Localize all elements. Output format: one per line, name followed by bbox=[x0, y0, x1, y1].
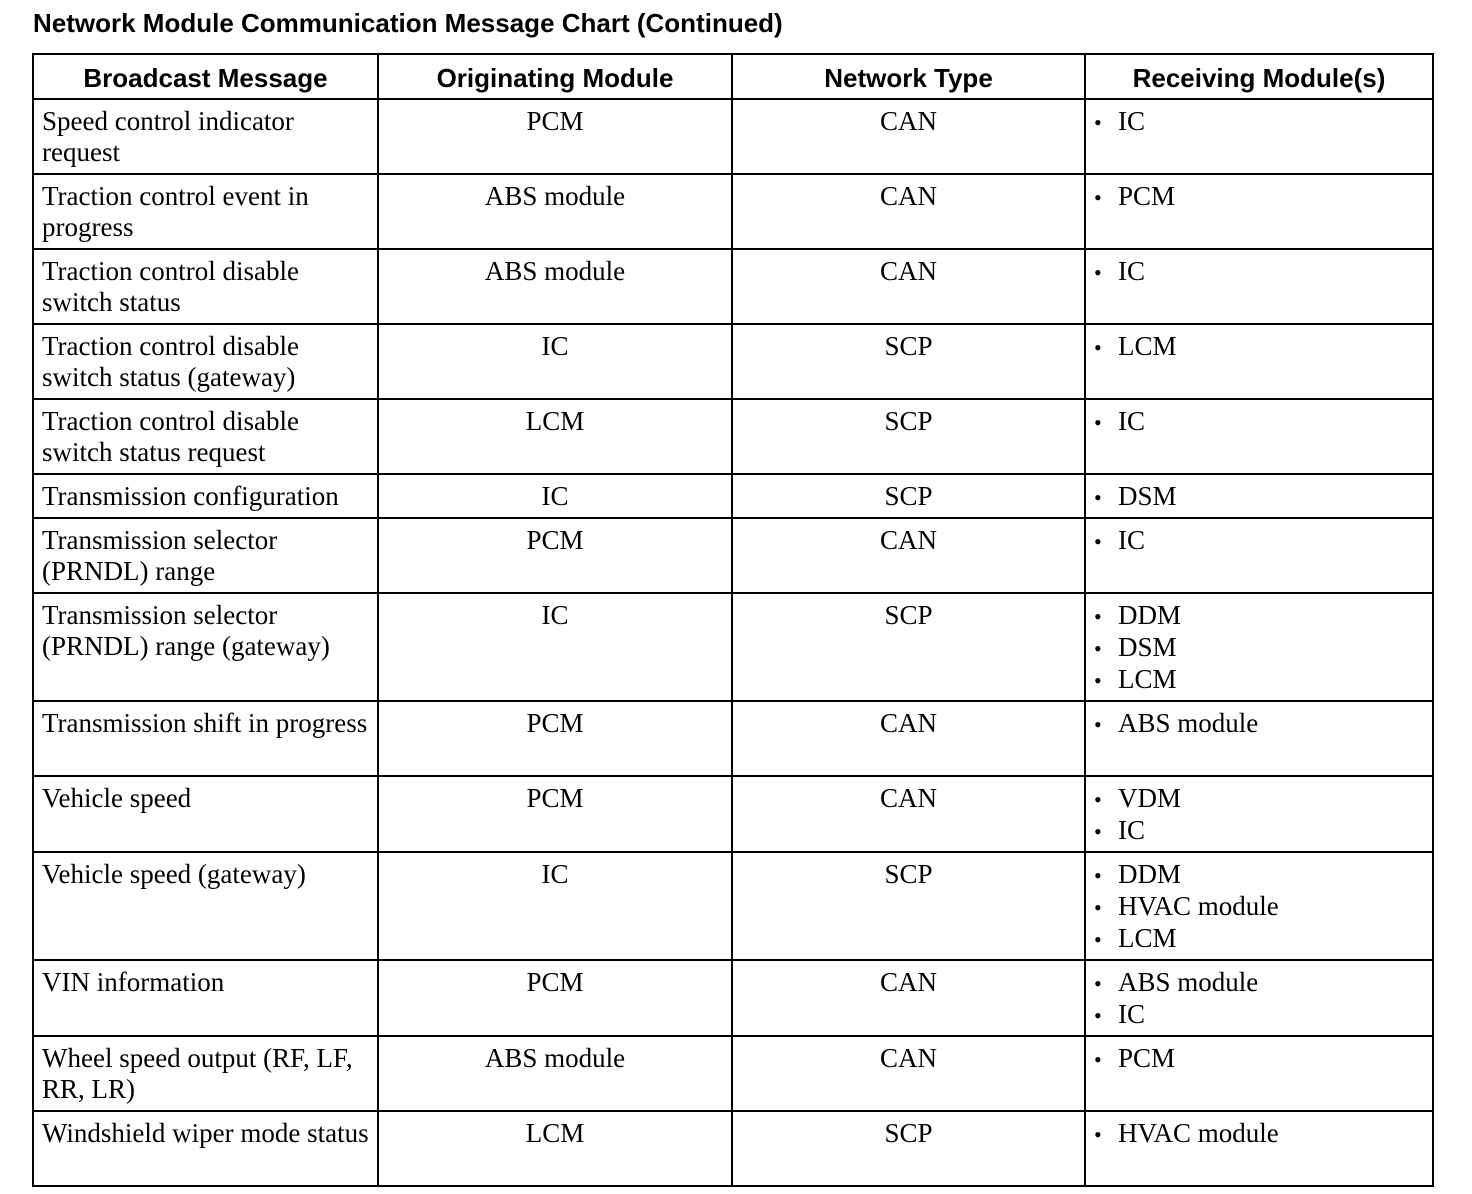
receiving-module-list bbox=[1094, 106, 1424, 138]
bullet-icon: • bbox=[1094, 787, 1102, 812]
receiving-module-label: IC bbox=[1118, 406, 1145, 436]
network-type-cell: CAN bbox=[732, 776, 1085, 852]
table-row bbox=[33, 1111, 1433, 1186]
receiving-module-item bbox=[1094, 783, 1424, 815]
receiving-module-label: DDM bbox=[1118, 859, 1182, 889]
bullet-icon: • bbox=[1094, 895, 1102, 920]
bullet-icon: • bbox=[1094, 1047, 1102, 1072]
network-type-cell: CAN bbox=[732, 99, 1085, 174]
receiving-module-list bbox=[1094, 256, 1424, 288]
receiving-modules-cell bbox=[1085, 776, 1433, 852]
network-type-cell: SCP bbox=[732, 1111, 1085, 1186]
network-type-cell: SCP bbox=[732, 399, 1085, 474]
originating-module-cell: IC bbox=[378, 852, 732, 960]
receiving-module-list bbox=[1094, 1043, 1424, 1075]
broadcast-message-cell: Vehicle speed (gateway) bbox=[33, 852, 378, 960]
receiving-modules-cell bbox=[1085, 852, 1433, 960]
receiving-module-list bbox=[1094, 481, 1424, 513]
table-row bbox=[33, 776, 1433, 852]
table-row bbox=[33, 593, 1433, 701]
bullet-icon: • bbox=[1094, 410, 1102, 435]
receiving-module-label: PCM bbox=[1118, 181, 1176, 211]
receiving-module-item bbox=[1094, 859, 1424, 891]
receiving-modules-cell bbox=[1085, 701, 1433, 776]
table-row bbox=[33, 701, 1433, 776]
header-broadcast-message: Broadcast Message bbox=[33, 54, 378, 99]
broadcast-message-cell: Traction control disable switch status bbox=[33, 249, 378, 324]
receiving-module-item bbox=[1094, 923, 1424, 955]
receiving-module-item bbox=[1094, 664, 1424, 696]
network-type-cell: CAN bbox=[732, 518, 1085, 593]
bullet-icon: • bbox=[1094, 485, 1102, 510]
receiving-module-label: VDM bbox=[1118, 783, 1182, 813]
receiving-module-item bbox=[1094, 600, 1424, 632]
receiving-module-label: DSM bbox=[1118, 632, 1177, 662]
broadcast-message-cell: Vehicle speed bbox=[33, 776, 378, 852]
broadcast-message-cell: Transmission configuration bbox=[33, 474, 378, 518]
originating-module-cell: PCM bbox=[378, 99, 732, 174]
table-row bbox=[33, 852, 1433, 960]
bullet-icon: • bbox=[1094, 1122, 1102, 1147]
originating-module-cell: LCM bbox=[378, 399, 732, 474]
receiving-module-list bbox=[1094, 1118, 1424, 1150]
receiving-modules-cell bbox=[1085, 1036, 1433, 1111]
receiving-module-label: IC bbox=[1118, 525, 1145, 555]
receiving-module-list bbox=[1094, 406, 1424, 438]
receiving-module-item bbox=[1094, 1043, 1424, 1075]
network-type-cell: SCP bbox=[732, 852, 1085, 960]
receiving-module-item bbox=[1094, 481, 1424, 513]
receiving-module-label: DDM bbox=[1118, 600, 1182, 630]
table-row bbox=[33, 174, 1433, 249]
receiving-module-label: IC bbox=[1118, 815, 1145, 845]
broadcast-message-cell: Traction control disable switch status request bbox=[33, 399, 378, 474]
receiving-modules-cell bbox=[1085, 474, 1433, 518]
broadcast-message-cell: Speed control indicator request bbox=[33, 99, 378, 174]
message-chart-table bbox=[32, 53, 1434, 1187]
header-receiving-modules: Receiving Module(s) bbox=[1085, 54, 1433, 99]
broadcast-message-cell: Wheel speed output (RF, LF, RR, LR) bbox=[33, 1036, 378, 1111]
bullet-icon: • bbox=[1094, 260, 1102, 285]
receiving-module-label: ABS module bbox=[1118, 967, 1259, 997]
bullet-icon: • bbox=[1094, 819, 1102, 844]
originating-module-cell: PCM bbox=[378, 701, 732, 776]
originating-module-cell: ABS module bbox=[378, 174, 732, 249]
broadcast-message-cell: Traction control event in progress bbox=[33, 174, 378, 249]
network-type-cell: CAN bbox=[732, 249, 1085, 324]
receiving-modules-cell bbox=[1085, 960, 1433, 1036]
bullet-icon: • bbox=[1094, 927, 1102, 952]
network-type-cell: CAN bbox=[732, 960, 1085, 1036]
table-row bbox=[33, 399, 1433, 474]
network-type-cell: SCP bbox=[732, 324, 1085, 399]
receiving-module-label: HVAC module bbox=[1118, 1118, 1279, 1148]
receiving-module-label: LCM bbox=[1118, 923, 1177, 953]
receiving-module-item bbox=[1094, 632, 1424, 664]
table-row bbox=[33, 960, 1433, 1036]
broadcast-message-cell: Traction control disable switch status (gateway) bbox=[33, 324, 378, 399]
receiving-module-list bbox=[1094, 967, 1424, 1031]
bullet-icon: • bbox=[1094, 636, 1102, 661]
bullet-icon: • bbox=[1094, 971, 1102, 996]
broadcast-message-cell: Windshield wiper mode status bbox=[33, 1111, 378, 1186]
receiving-module-label: IC bbox=[1118, 106, 1145, 136]
bullet-icon: • bbox=[1094, 1003, 1102, 1028]
receiving-module-label: HVAC module bbox=[1118, 891, 1279, 921]
receiving-module-item bbox=[1094, 181, 1424, 213]
receiving-module-item bbox=[1094, 331, 1424, 363]
network-type-cell: CAN bbox=[732, 1036, 1085, 1111]
receiving-module-item bbox=[1094, 815, 1424, 847]
receiving-modules-cell bbox=[1085, 99, 1433, 174]
bullet-icon: • bbox=[1094, 110, 1102, 135]
receiving-module-item bbox=[1094, 1118, 1424, 1150]
bullet-icon: • bbox=[1094, 185, 1102, 210]
receiving-module-label: IC bbox=[1118, 256, 1145, 286]
receiving-module-list bbox=[1094, 859, 1424, 955]
network-type-cell: SCP bbox=[732, 593, 1085, 701]
bullet-icon: • bbox=[1094, 712, 1102, 737]
originating-module-cell: LCM bbox=[378, 1111, 732, 1186]
receiving-module-item bbox=[1094, 106, 1424, 138]
network-type-cell: SCP bbox=[732, 474, 1085, 518]
table-row bbox=[33, 324, 1433, 399]
receiving-module-label: ABS module bbox=[1118, 708, 1259, 738]
table-row bbox=[33, 1036, 1433, 1111]
bullet-icon: • bbox=[1094, 529, 1102, 554]
broadcast-message-cell: Transmission selector (PRNDL) range bbox=[33, 518, 378, 593]
receiving-modules-cell bbox=[1085, 399, 1433, 474]
originating-module-cell: IC bbox=[378, 324, 732, 399]
receiving-modules-cell bbox=[1085, 174, 1433, 249]
receiving-module-item bbox=[1094, 708, 1424, 740]
header-network-type: Network Type bbox=[732, 54, 1085, 99]
receiving-module-item bbox=[1094, 999, 1424, 1031]
originating-module-cell: IC bbox=[378, 593, 732, 701]
table-body bbox=[33, 99, 1433, 1186]
page-title: Network Module Communication Message Chart (Continued) bbox=[33, 8, 783, 38]
table-header-row bbox=[33, 54, 1433, 99]
receiving-module-item bbox=[1094, 967, 1424, 999]
receiving-modules-cell bbox=[1085, 518, 1433, 593]
header-originating-module: Originating Module bbox=[378, 54, 732, 99]
receiving-module-item bbox=[1094, 256, 1424, 288]
receiving-module-label: IC bbox=[1118, 999, 1145, 1029]
receiving-module-label: LCM bbox=[1118, 664, 1177, 694]
table-row bbox=[33, 518, 1433, 593]
bullet-icon: • bbox=[1094, 604, 1102, 629]
receiving-modules-cell bbox=[1085, 324, 1433, 399]
originating-module-cell: PCM bbox=[378, 960, 732, 1036]
receiving-module-label: PCM bbox=[1118, 1043, 1176, 1073]
originating-module-cell: ABS module bbox=[378, 1036, 732, 1111]
originating-module-cell: PCM bbox=[378, 518, 732, 593]
receiving-module-list bbox=[1094, 181, 1424, 213]
receiving-module-item bbox=[1094, 525, 1424, 557]
bullet-icon: • bbox=[1094, 668, 1102, 693]
network-type-cell: CAN bbox=[732, 174, 1085, 249]
bullet-icon: • bbox=[1094, 863, 1102, 888]
network-type-cell: CAN bbox=[732, 701, 1085, 776]
receiving-module-label: LCM bbox=[1118, 331, 1177, 361]
receiving-modules-cell bbox=[1085, 1111, 1433, 1186]
receiving-module-list bbox=[1094, 525, 1424, 557]
originating-module-cell: PCM bbox=[378, 776, 732, 852]
broadcast-message-cell: Transmission selector (PRNDL) range (gateway) bbox=[33, 593, 378, 701]
receiving-module-list bbox=[1094, 708, 1424, 740]
table-row bbox=[33, 249, 1433, 324]
receiving-module-label: DSM bbox=[1118, 481, 1177, 511]
table-row bbox=[33, 474, 1433, 518]
table-row bbox=[33, 99, 1433, 174]
broadcast-message-cell: Transmission shift in progress bbox=[33, 701, 378, 776]
receiving-module-item bbox=[1094, 891, 1424, 923]
broadcast-message-cell: VIN information bbox=[33, 960, 378, 1036]
receiving-module-list bbox=[1094, 783, 1424, 847]
bullet-icon: • bbox=[1094, 335, 1102, 360]
receiving-modules-cell bbox=[1085, 249, 1433, 324]
originating-module-cell: ABS module bbox=[378, 249, 732, 324]
receiving-module-item bbox=[1094, 406, 1424, 438]
receiving-module-list bbox=[1094, 600, 1424, 696]
receiving-module-list bbox=[1094, 331, 1424, 363]
receiving-modules-cell bbox=[1085, 593, 1433, 701]
originating-module-cell: IC bbox=[378, 474, 732, 518]
